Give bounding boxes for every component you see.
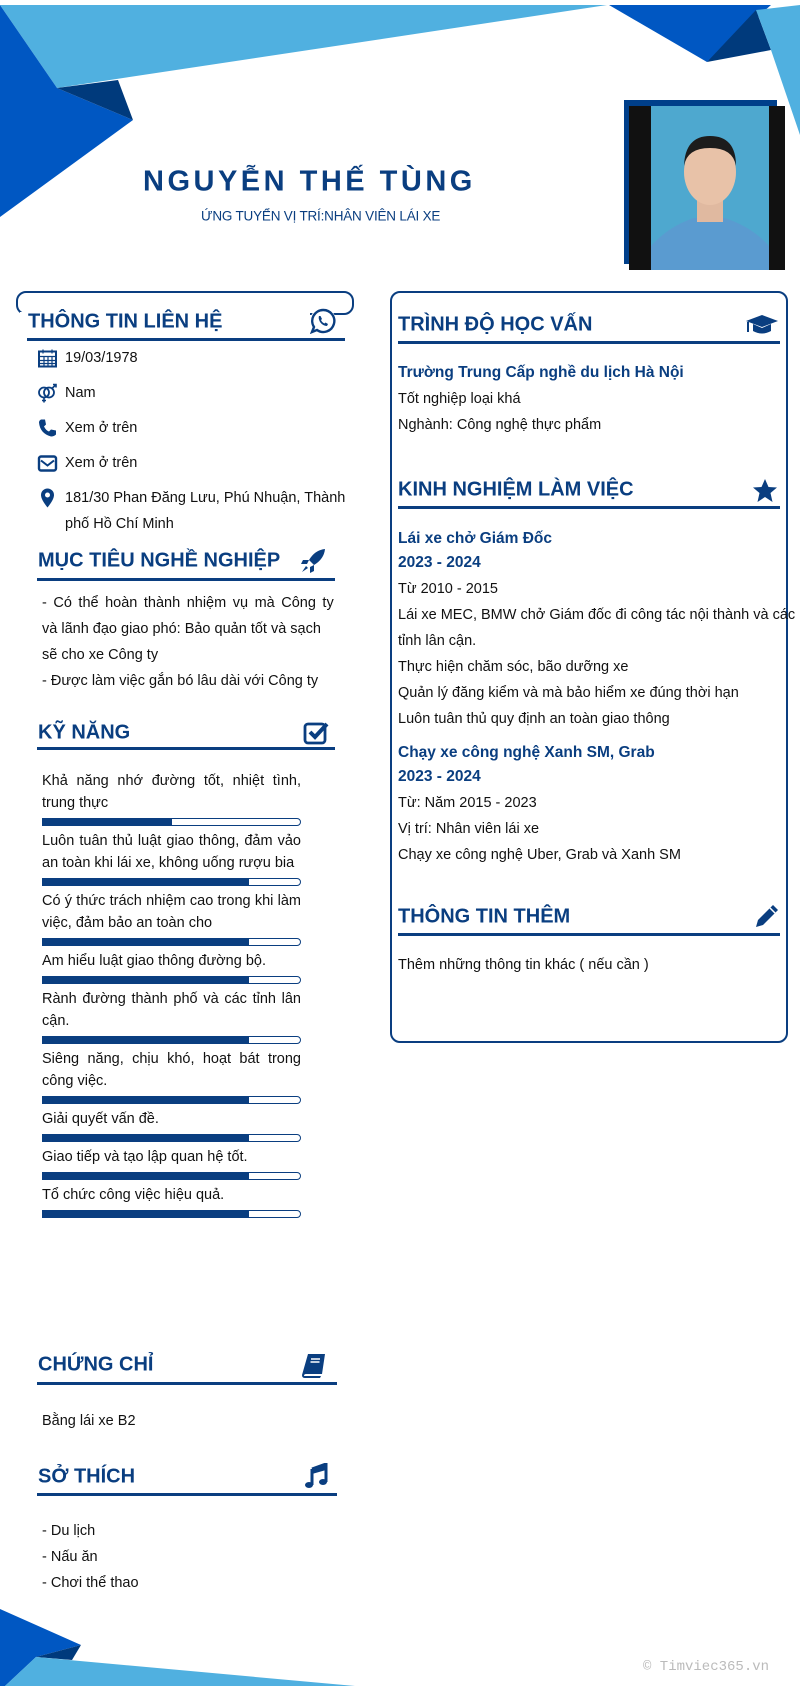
objective-line: và lãnh đạo giao phó: Bảo quản tốt và sạch <box>42 621 321 637</box>
skill-level-fill <box>43 1037 249 1043</box>
skill-label: Rành đường thành phố và các tỉnh lân cận. <box>42 991 301 1029</box>
job-years: 2023 - 2024 <box>398 768 481 785</box>
calendar-icon <box>37 348 58 369</box>
gender-icon <box>37 383 58 404</box>
skill-item <box>42 950 301 984</box>
education-line: Tốt nghiệp loại khá <box>398 391 521 407</box>
school-name: Trường Trung Cấp nghề du lịch Hà Nội <box>398 364 684 381</box>
star-icon <box>752 478 778 504</box>
skill-level-fill <box>43 1097 249 1103</box>
job-detail: Quản lý đăng kiểm và mà bảo hiểm xe đúng thời hạn <box>398 685 739 701</box>
skill-level-bar <box>42 818 301 826</box>
skill-item <box>42 1146 301 1180</box>
job-title: Lái xe chở Giám Đốc <box>398 530 553 547</box>
job-detail: tỉnh lân cận. <box>398 633 477 649</box>
skill-item <box>42 1108 301 1142</box>
education-line: Nghành: Công nghệ thực phẩm <box>398 417 602 433</box>
job-years: 2023 - 2024 <box>398 554 481 571</box>
contact-birthdate: 19/03/1978 <box>65 350 138 366</box>
skill-level-fill <box>43 1135 249 1141</box>
skill-level-fill <box>43 819 172 825</box>
skill-level-bar <box>42 1096 301 1104</box>
hobby-item: - Chơi thể thao <box>42 1575 139 1591</box>
job-detail: Chạy xe công nghệ Uber, Grab và Xanh SM <box>398 847 681 863</box>
contact-address-line2: phố Hồ Chí Minh <box>65 516 174 532</box>
check-square-icon <box>303 720 329 746</box>
additional-underline <box>398 933 780 936</box>
additional-title: THÔNG TIN THÊM <box>398 905 571 928</box>
skill-level-fill <box>43 977 249 983</box>
contact-address: 181/30 Phan Đăng Lưu, Phú Nhuận, Thành <box>65 490 346 506</box>
skill-level-bar <box>42 938 301 946</box>
certificates-title: CHỨNG CHỈ <box>38 1353 154 1376</box>
contact-phone: Xem ở trên <box>65 420 138 436</box>
education-underline <box>398 341 780 344</box>
education-title: TRÌNH ĐỘ HỌC VẤN <box>398 313 593 336</box>
skill-item <box>42 830 301 886</box>
skills-underline <box>37 747 335 750</box>
skill-label: Siêng năng, chịu khó, hoạt bát trong công việc. <box>42 1051 301 1089</box>
contact-title: THÔNG TIN LIÊN HỆ <box>28 310 223 333</box>
avatar <box>629 106 785 270</box>
map-marker-icon <box>37 488 58 509</box>
skill-level-bar <box>42 1036 301 1044</box>
objective-line: sẽ cho xe Công ty <box>42 647 159 663</box>
skill-level-fill <box>43 1211 249 1217</box>
skill-item <box>42 1184 301 1218</box>
rocket-icon <box>300 548 326 574</box>
skill-label: Am hiểu luật giao thông đường bộ. <box>42 953 266 969</box>
skill-level-fill <box>43 1173 249 1179</box>
skill-item <box>42 770 301 826</box>
skills-list <box>42 770 301 1222</box>
objective-line: - Được làm việc gắn bó lâu dài với Công ty <box>42 673 319 689</box>
skill-level-bar <box>42 878 301 886</box>
skill-level-bar <box>42 1134 301 1142</box>
skills-title: KỸ NĂNG <box>38 721 131 744</box>
phone-icon <box>37 418 58 439</box>
applied-position: ỨNG TUYỂN VỊ TRÍ:NHÂN VIÊN LÁI XE <box>201 208 441 224</box>
hobby-item: - Nấu ăn <box>42 1549 98 1565</box>
additional-text: Thêm những thông tin khác ( nếu cần ) <box>398 957 649 973</box>
certificates-underline <box>37 1382 337 1385</box>
skill-label: Khả năng nhớ đường tốt, nhiệt tình, trung thực <box>42 773 301 811</box>
skill-level-bar <box>42 976 301 984</box>
watermark: © Timviec365.vn <box>643 1659 770 1675</box>
skill-level-bar <box>42 1172 301 1180</box>
contact-email: Xem ở trên <box>65 455 138 471</box>
skill-label: Tổ chức công việc hiệu quả. <box>42 1187 225 1203</box>
skill-label: Giải quyết vấn đề. <box>42 1111 159 1127</box>
hobbies-title: SỞ THÍCH <box>38 1465 136 1488</box>
hobby-item: - Du lịch <box>42 1523 96 1539</box>
skill-label: Luôn tuân thủ luật giao thông, đảm vảo an toàn khi lái xe, không uống rượu bia <box>42 833 301 871</box>
skill-item <box>42 1048 301 1104</box>
decor-bottom <box>0 1600 400 1686</box>
contact-gender: Nam <box>65 385 96 401</box>
envelope-icon <box>37 453 58 474</box>
whatsapp-icon <box>310 308 336 334</box>
objective-title: MỤC TIÊU NGHỀ NGHIỆP <box>38 549 281 572</box>
job-detail: Luôn tuân thủ quy định an toàn giao thông <box>398 711 670 727</box>
job-title: Chạy xe công nghệ Xanh SM, Grab <box>398 744 655 761</box>
job-detail: Lái xe MEC, BMW chở Giám đốc đi công tác nội thành và các <box>398 607 796 623</box>
experience-title: KINH NGHIỆM LÀM VIỆC <box>398 478 634 501</box>
skill-level-bar <box>42 1210 301 1218</box>
objective-underline <box>37 578 335 581</box>
job-detail: Từ 2010 - 2015 <box>398 581 498 597</box>
music-icon <box>304 1463 330 1489</box>
pencil-icon <box>754 903 780 929</box>
skill-label: Có ý thức trách nhiệm cao trong khi làm việc, đảm bảo an toàn cho <box>42 893 301 931</box>
certificate-item: Bằng lái xe B2 <box>42 1413 136 1429</box>
skill-item <box>42 890 301 946</box>
contact-underline <box>27 338 345 341</box>
candidate-name: NGUYỄN THẾ TÙNG <box>143 165 476 198</box>
hobbies-underline <box>37 1493 337 1496</box>
objective-line: - Có thể hoàn thành nhiệm vụ mà Công ty <box>42 595 334 611</box>
job-detail: Thực hiện chăm sóc, bão dưỡng xe <box>398 659 629 675</box>
experience-underline <box>398 506 780 509</box>
graduation-cap-icon <box>745 312 779 338</box>
job-detail: Vị trí: Nhân viên lái xe <box>398 821 540 837</box>
skill-label: Giao tiếp và tạo lập quan hệ tốt. <box>42 1149 248 1165</box>
skill-level-fill <box>43 939 249 945</box>
skill-level-fill <box>43 879 249 885</box>
book-icon <box>301 1353 327 1379</box>
job-detail: Từ: Năm 2015 - 2023 <box>398 795 537 811</box>
skill-item <box>42 988 301 1044</box>
